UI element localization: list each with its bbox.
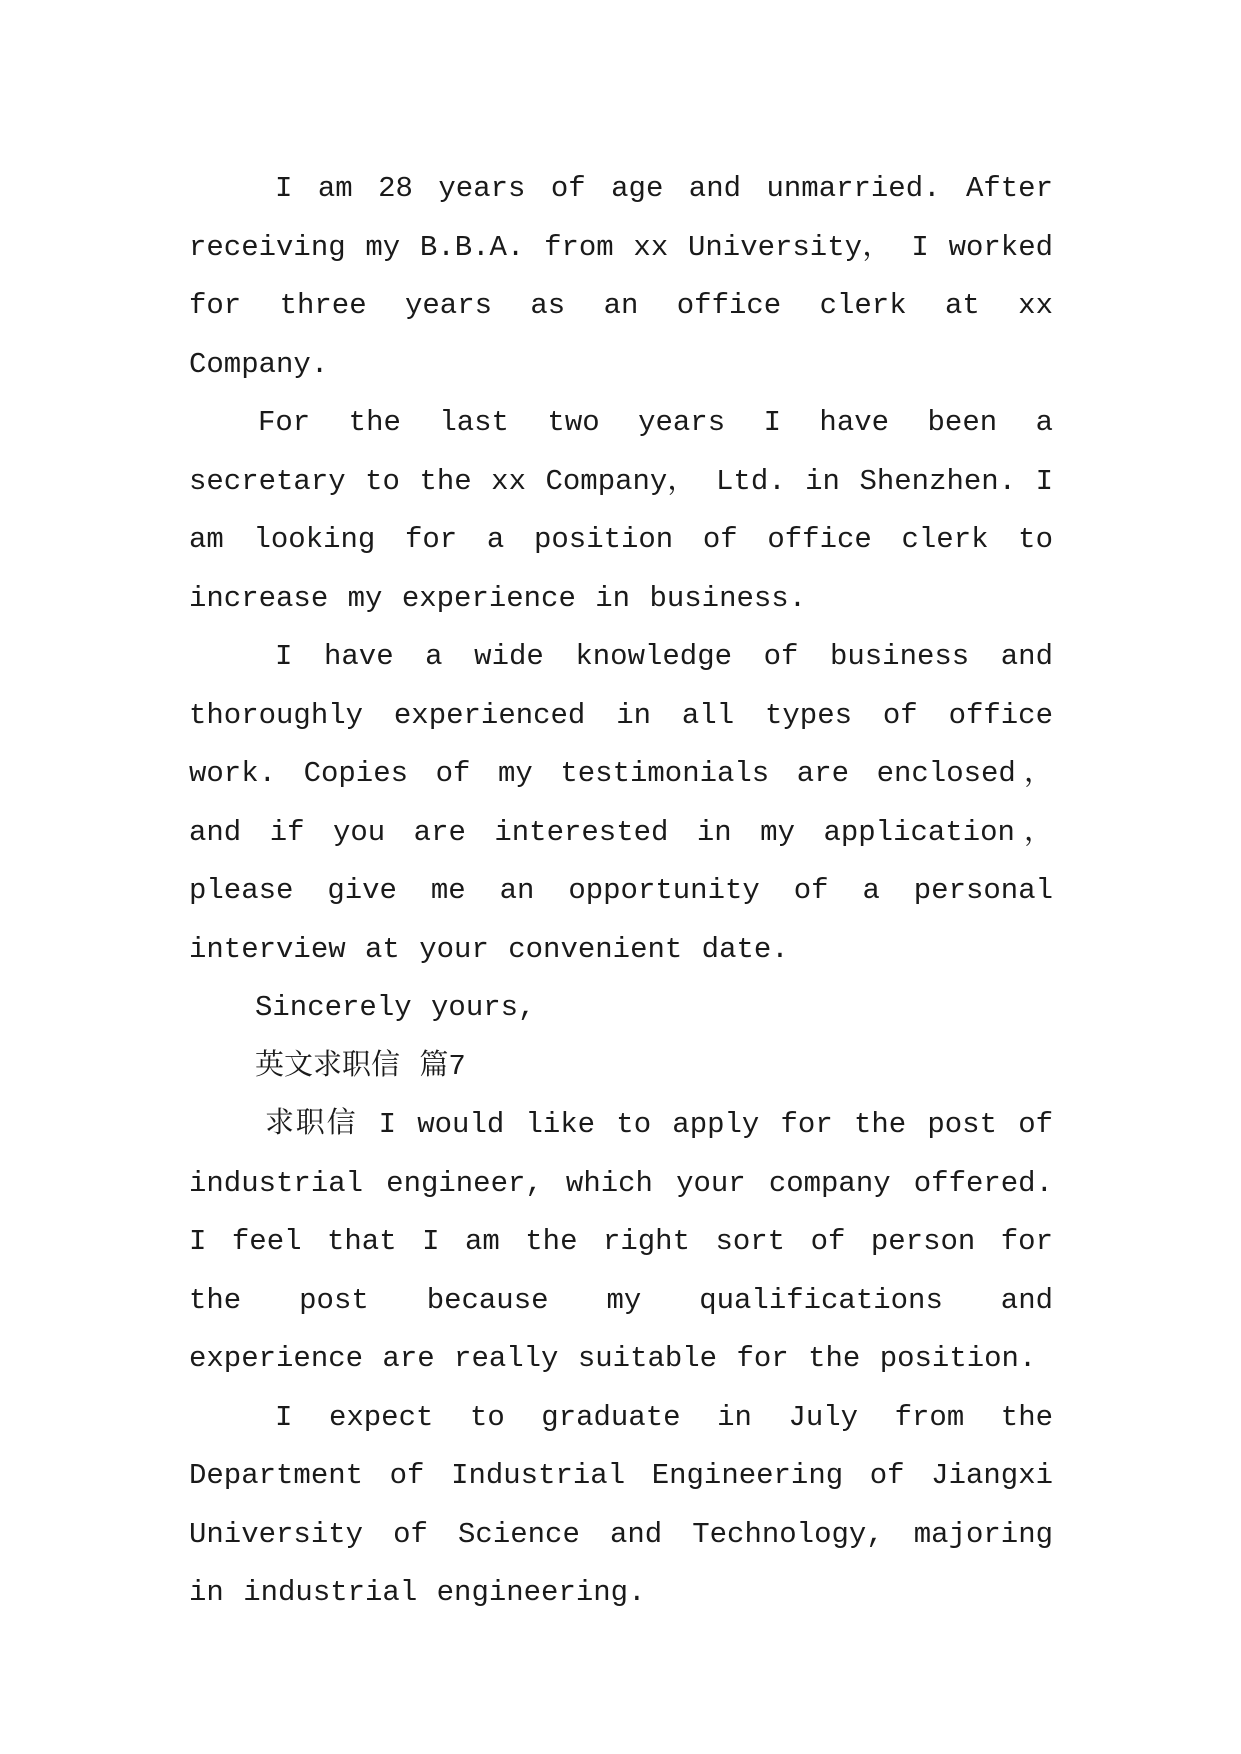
closing-line: Sincerely yours, [255, 991, 536, 1024]
section-heading: 英文求职信 篇7 [255, 1049, 466, 1083]
paragraph-knowledge-interview: I have a wide knowledge of business and thoroughly experienced in all types of office work. Copies of my testimonials are enclosed， and if you are interested in my application， please give me an opportunity of a personal interview at your convenient date. [189, 640, 1053, 966]
paragraph-graduation: I expect to graduate in July from the Department of Industrial Engineering of Jiangxi University of Science and Technology, majoring in industrial engineering. [189, 1400, 1053, 1609]
paragraph-apply-post: 求职信 I would like to apply for the post of industrial engineer, which your company offered. I feel that I am the right sort of person for the post because my qualifications and experience are really suitable for the position. [189, 1108, 1053, 1375]
document-body [189, 160, 1053, 1623]
paragraph-secretary-experience: For the last two years I have been a secretary to the xx Company， Ltd. in Shenzhen. I am looking for a position of office clerk to increase my experience in business. [189, 406, 1053, 615]
paragraph-age-education: I am 28 years of age and unmarried. After receiving my B.B.A. from xx University， I worked for three years as an office clerk at xx Company. [189, 172, 1053, 381]
